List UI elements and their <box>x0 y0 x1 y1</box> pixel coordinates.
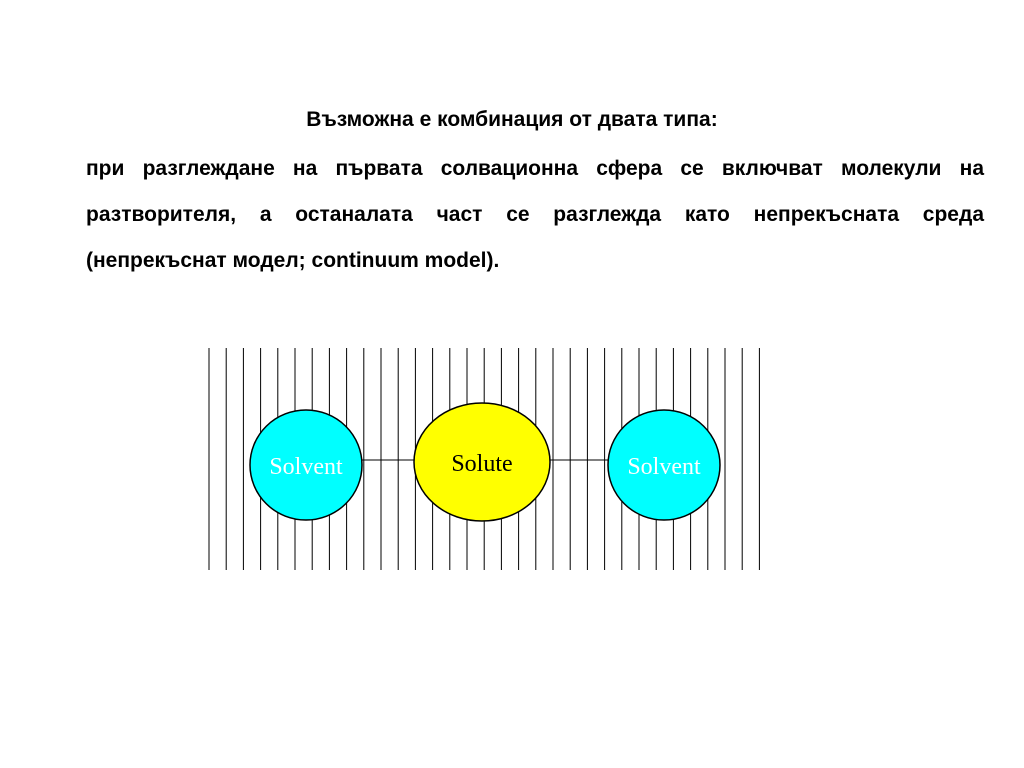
slide-body-text: при разглеждане на първата солвационна сфера се включват молекули на разтворителя, а останалата част се разглежда като непрекъсната среда (непрекъснат модел; continuum model). <box>86 157 984 272</box>
slide-heading: Възможна е комбинация от двата типа: <box>306 108 718 131</box>
solvent-label-left: Solvent <box>269 454 343 480</box>
solute-label: Solute <box>451 451 513 477</box>
solvent-label-right: Solvent <box>627 454 701 480</box>
